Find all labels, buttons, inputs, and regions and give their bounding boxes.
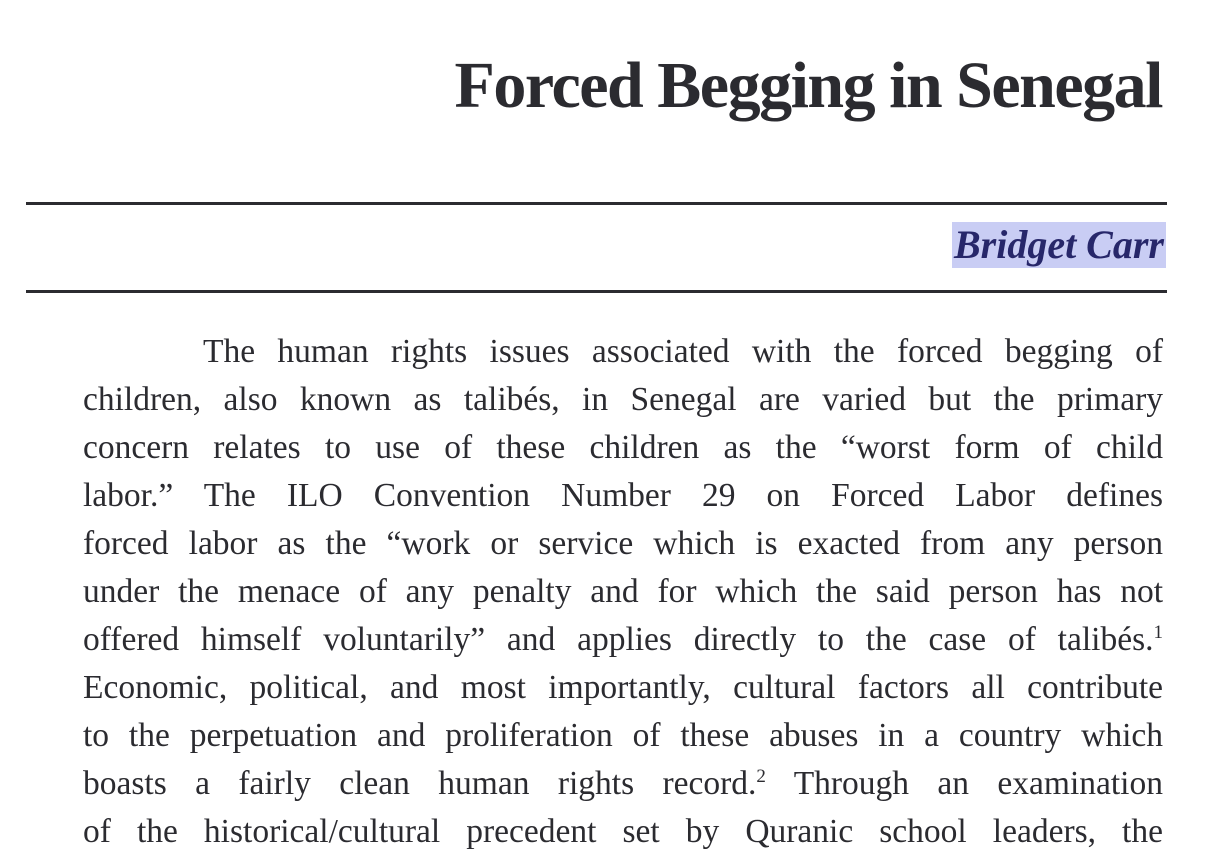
author-name-highlighted[interactable]: Bridget Carr — [953, 222, 1164, 267]
article-title: Forced Begging in Senegal — [454, 49, 1162, 122]
footnote-marker[interactable]: 2 — [756, 765, 766, 787]
body-line-text: boasts a fairly clean human rights record. — [83, 765, 757, 802]
bottom-rule — [26, 290, 1167, 293]
body-line-with-footnote — [83, 616, 1163, 664]
body-line-with-footnote — [83, 760, 1163, 808]
body-line: children, also known as talibés, in Senegal are varied but the primary — [83, 381, 1163, 418]
body-line-text: offered himself voluntarily” and applies directly to the case of talibés. — [83, 621, 1154, 658]
footnote-marker[interactable]: 1 — [1153, 621, 1163, 643]
body-line-text: Through an examination — [793, 765, 1163, 802]
body-line: forced labor as the “work or service which is exacted from any person — [83, 525, 1163, 562]
top-rule — [26, 202, 1167, 205]
body-line: concern relates to use of these children as the “worst form of child — [83, 429, 1163, 466]
body-line: of the historical/cultural precedent set by Quranic school leaders, the — [83, 813, 1163, 850]
article-body — [83, 328, 1163, 856]
body-line: to the perpetuation and proliferation of these abuses in a country which — [83, 717, 1163, 754]
body-line: The human rights issues associated with the forced begging of — [203, 333, 1163, 370]
body-line: under the menace of any penalty and for which the said person has not — [83, 573, 1163, 610]
body-line: Economic, political, and most importantly, cultural factors all contribute — [83, 669, 1163, 706]
body-line: labor.” The ILO Convention Number 29 on Forced Labor defines — [83, 477, 1163, 514]
